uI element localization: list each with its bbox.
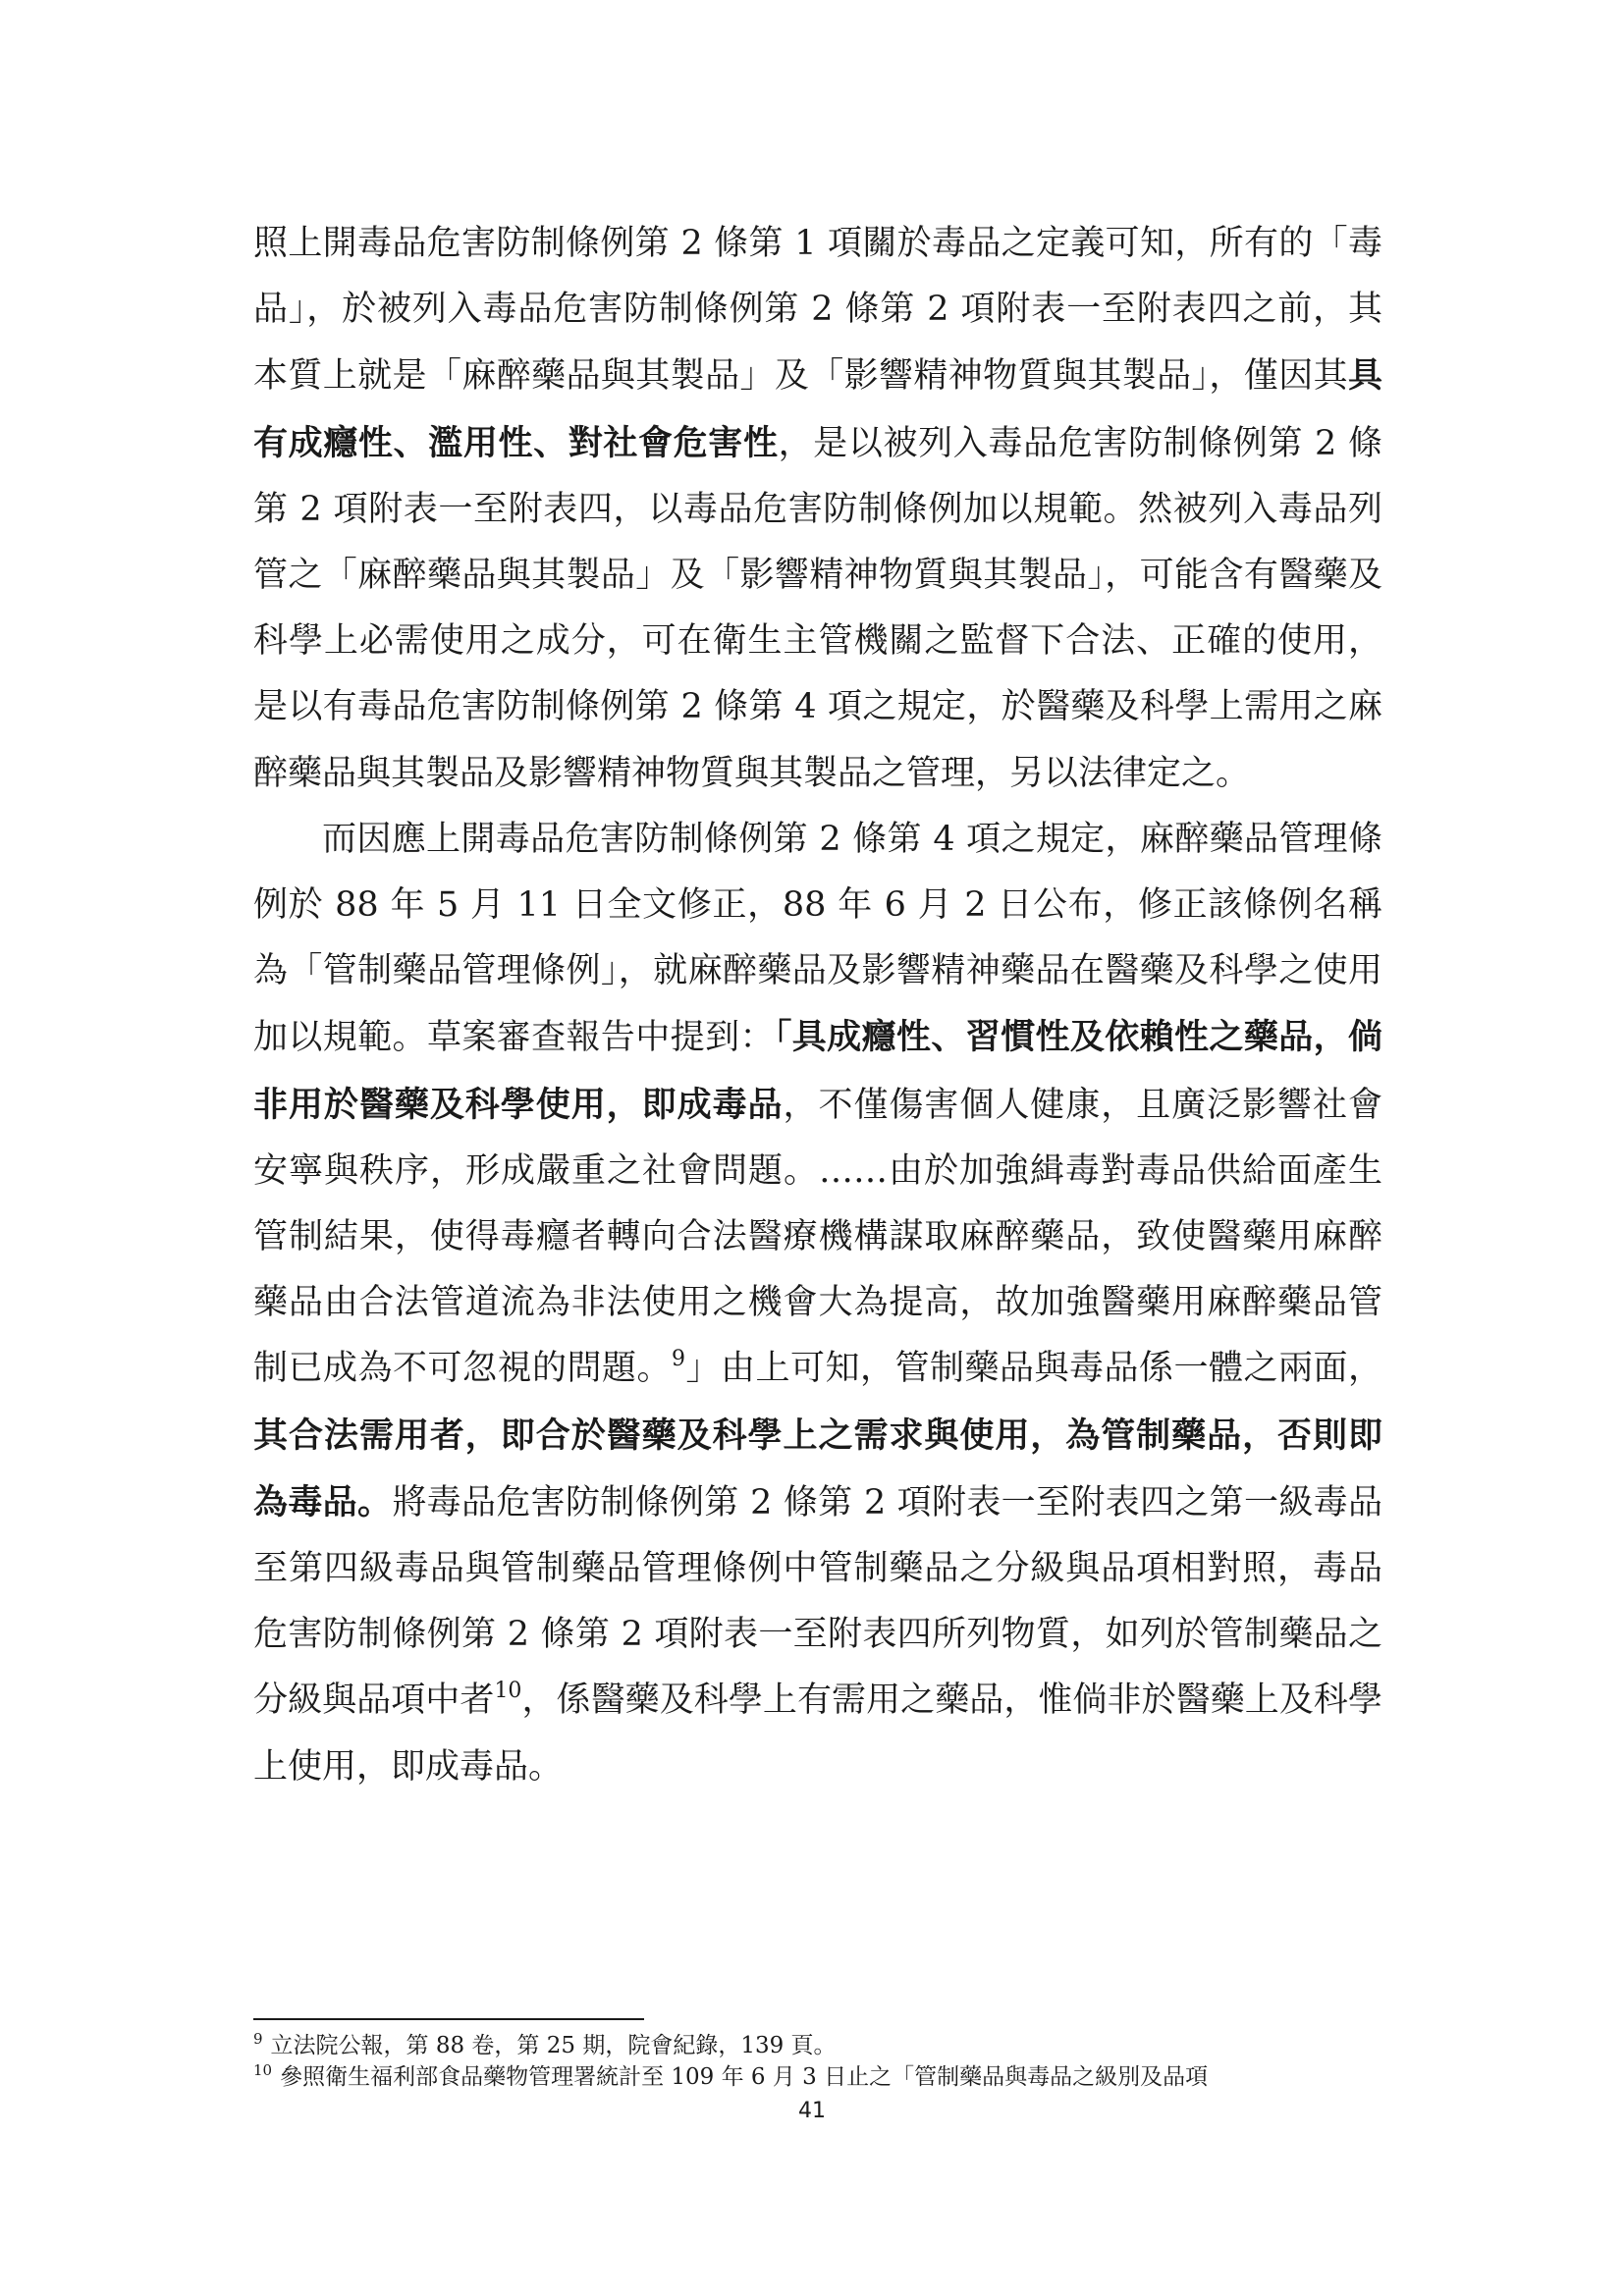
text-run: ，不僅傷害個人健康，且廣泛影響社會安寧與秩序，形成嚴重之社會問題。……由於加強緝毒對毒品供給面產生管制結果，使得毒癮者轉向合法醫療機構謀取麻醉藥品，致使醫藥用麻醉藥品由合法管道流為非法使用之機會大為提高，故加強醫藥用麻醉藥品管制已成為不可忽視的問題。 (253, 1085, 1382, 1389)
page-number: 41 (798, 2099, 826, 2123)
text-run: ，是以被列入毒品危害防制條例第 2 條第 2 項附表一至附表四，以毒品危害防制條例加以規範。然被列入毒品列管之「麻醉藥品與其製品」及「影響精神物質與其製品」，可能含有醫藥及科學上必需使用之成分，可在衛生主管機關之監督下合法、正確的使用，是以有毒品危害防制條例第 2 條第 4 項之規定，於醫藥及科學上需用之麻醉藥品與其製品及影響精神物質與其製品之管理，另以法律定之。 (253, 423, 1382, 793)
bold-text: 「具成癮性、習慣性及依賴性之藥品，倘非用於醫藥及科學使用，即成毒品 (253, 1017, 1382, 1125)
body-text (253, 211, 1382, 1800)
text-run: 」由上可知，管制藥品與毒品係一體之兩面， (685, 1349, 1382, 1389)
bold-text: 其合法需用者，即合於醫藥及科學上之需求與使用，為管制藥品，否則即為毒品。 (253, 1415, 1382, 1522)
text-run: ，係醫藥及科學上有需用之藥品，惟倘非於醫藥上及科學上使用，即成毒品。 (253, 1681, 1382, 1787)
text-run: 而因應上開毒品危害防制條例第 2 條第 4 項之規定，麻醉藥品管理條例於 88 年 5 月 11 日全文修正，88 年 6 月 2 日公布，修正該條例名稱為「管制藥品管理條例」，就麻醉藥品及影響精神藥品在醫藥及科學之使用加以規範。草案審查報告中提到： (253, 819, 1382, 1058)
footnote-text: 立法院公報，第 88 卷，第 25 期，院會紀錄，139 頁。 (270, 2033, 837, 2058)
footnotes (253, 2030, 1382, 2093)
footnote-separator (253, 2018, 644, 2020)
text-run: 照上開毒品危害防制條例第 2 條第 1 項關於毒品之定義可知，所有的「毒品」，於被列入毒品危害防制條例第 2 條第 2 項附表一至附表四之前，其本質上就是「麻醉藥品與其製品」及「影響精神物質與其製品」，僅因其 (253, 224, 1382, 397)
footnote-ref: 9 (672, 1346, 685, 1371)
footnote-ref: 10 (494, 1678, 522, 1703)
text-run: 將毒品危害防制條例第 2 條第 2 項附表一至附表四之第一級毒品至第四級毒品與管制藥品管理條例中管制藥品之分級與品項相對照，毒品危害防制條例第 2 條第 2 項附表一至附表四所列物質，如列於管制藥品之分級與品項中者 (253, 1482, 1382, 1721)
paragraph (253, 807, 1382, 1800)
footnote (253, 2061, 1382, 2093)
footnote-number: 9 (253, 2030, 263, 2049)
footnote-number: 10 (253, 2061, 273, 2080)
footnote (253, 2030, 1382, 2061)
footnote-text: 參照衛生福利部食品藥物管理署統計至 109 年 6 月 3 日止之「管制藥品與毒品之級別及品項 (280, 2064, 1209, 2090)
bold-text: 具有成癮性、濫用性、對社會危害性 (253, 355, 1382, 463)
paragraph (253, 211, 1382, 807)
